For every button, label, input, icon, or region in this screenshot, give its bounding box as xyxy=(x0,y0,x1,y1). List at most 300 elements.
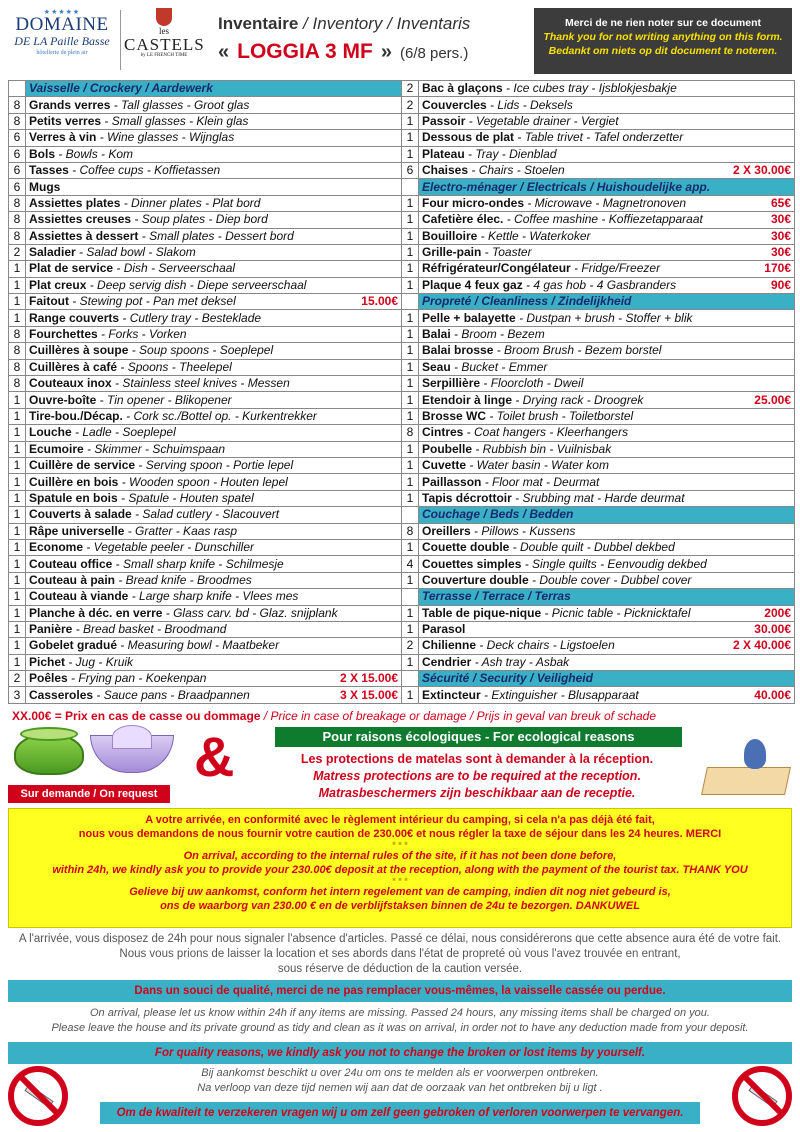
table-row xyxy=(9,294,795,310)
item-cell xyxy=(26,638,402,654)
table-row xyxy=(9,507,795,523)
item-cell xyxy=(26,605,402,621)
item-cell xyxy=(26,162,402,178)
item-name: Assiettes à dessert xyxy=(29,228,139,243)
item-price: 170€ xyxy=(764,261,791,276)
item-translation: - Microwave - Magnetronoven xyxy=(524,195,687,210)
item-name: Poêles xyxy=(29,671,68,686)
item-price: 2 X 40.00€ xyxy=(732,638,791,653)
item-quantity: 6 xyxy=(9,179,26,195)
item-cell xyxy=(419,457,795,473)
item-name: Four micro-ondes xyxy=(422,195,525,210)
item-cell xyxy=(419,277,795,293)
item-name: Parasol xyxy=(422,622,466,637)
item-quantity: 3 xyxy=(9,687,26,703)
item-quantity: 1 xyxy=(9,310,26,326)
table-row xyxy=(9,556,795,572)
table-row xyxy=(9,179,795,195)
item-translation: - Tray - Dienblad xyxy=(464,146,557,161)
item-name: Panière xyxy=(29,622,73,637)
item-quantity: 1 xyxy=(9,556,26,572)
item-translation: - Wine glasses - Wijnglas xyxy=(96,130,235,145)
item-cell xyxy=(419,687,795,703)
item-quantity: 1 xyxy=(402,441,419,457)
item-translation: - Stewing pot - Pan met deksel xyxy=(69,294,236,309)
item-name: Table de pique-nique xyxy=(422,605,542,620)
item-price: 200€ xyxy=(764,605,791,620)
item-name: Poubelle xyxy=(422,441,473,456)
item-translation: - Lids - Deksels xyxy=(486,97,573,112)
accommodation-name: LOGGIA 3 MF xyxy=(237,40,373,63)
table-row xyxy=(9,228,795,244)
item-quantity: 8 xyxy=(9,359,26,375)
item-cell xyxy=(26,359,402,375)
item-quantity: 8 xyxy=(9,326,26,342)
table-row xyxy=(9,310,795,326)
item-price: 65€ xyxy=(770,195,791,210)
item-quantity: 1 xyxy=(402,408,419,424)
item-quantity: 1 xyxy=(9,621,26,637)
item-cell xyxy=(419,195,795,211)
item-name: Couettes simples xyxy=(422,556,522,571)
item-translation: - Small sharp knife - Schilmesje xyxy=(112,556,284,571)
item-translation: - Vegetable peeler - Dunschiller xyxy=(83,540,254,555)
item-name: Bols xyxy=(29,146,56,161)
item-name: Faitout xyxy=(29,294,69,309)
ecological-reasons-banner: Pour raisons écologiques - For ecological reasons xyxy=(275,727,682,747)
item-translation: - Floorcloth - Dweil xyxy=(480,376,584,391)
item-quantity: 1 xyxy=(402,130,419,146)
item-cell xyxy=(26,654,402,670)
item-translation: - Dustpan + brush - Stoffer + blik xyxy=(515,310,693,325)
item-name: Chaises xyxy=(422,163,469,178)
item-cell xyxy=(26,671,402,687)
item-translation: - Table trivet - Tafel onderzetter xyxy=(514,130,684,145)
item-cell xyxy=(419,605,795,621)
item-translation: - Ice cubes tray - Ijsblokjesbakje xyxy=(502,81,677,96)
item-quantity: 1 xyxy=(402,212,419,228)
item-name: Gobelet gradué xyxy=(29,638,118,653)
item-quantity: 2 xyxy=(9,671,26,687)
item-cell xyxy=(26,392,402,408)
item-cell xyxy=(419,343,795,359)
item-translation: - Bucket - Emmer xyxy=(450,359,548,374)
table-row xyxy=(9,671,795,687)
table-row xyxy=(9,359,795,375)
item-price: 25.00€ xyxy=(754,392,791,407)
item-cell xyxy=(26,195,402,211)
item-cell xyxy=(26,244,402,260)
item-quantity: 1 xyxy=(402,687,419,703)
item-name: Cafetière élec. xyxy=(422,212,504,227)
item-cell xyxy=(26,261,402,277)
arrival-text-en: On arrival, please let us know within 24h if any items are missing. Passed 24 hours, any missing items shall be charged on you. Please leave the house and its private ground as tidy and clean as it was on arrival, in order not to have any deduction made from your deposit. xyxy=(51,1007,749,1034)
table-row xyxy=(9,457,795,473)
item-quantity: 8 xyxy=(9,212,26,228)
item-name: Mugs xyxy=(29,179,61,194)
item-name: Ouvre-boîte xyxy=(29,392,97,407)
item-translation: - Pillows - Kussens xyxy=(470,523,576,538)
item-cell xyxy=(419,539,795,555)
item-name: Tasses xyxy=(29,163,69,178)
item-translation: - Picnic table - Picknicktafel xyxy=(541,605,691,620)
item-name: Serpillière xyxy=(422,376,481,391)
item-name: Tapis décrottoir xyxy=(422,490,512,505)
item-translation: - Bowls - Kom xyxy=(55,146,134,161)
item-quantity: 8 xyxy=(402,523,419,539)
item-translation: - Cutlery tray - Besteklade xyxy=(119,310,262,325)
item-cell xyxy=(26,474,402,490)
item-price: 30€ xyxy=(770,212,791,227)
item-translation: - Spoons - Theelepel xyxy=(117,359,232,374)
section-header: Propreté / Cleanliness / Zindelijkheid xyxy=(419,294,795,310)
item-cell xyxy=(419,212,795,228)
item-quantity: 8 xyxy=(9,376,26,392)
item-translation: - Vegetable drainer - Vergiet xyxy=(465,113,619,128)
item-name: Planche à déc. en verre xyxy=(29,605,163,620)
item-cell xyxy=(26,97,402,113)
item-translation: - Dinner plates - Plat bord xyxy=(120,195,261,210)
item-translation: - 4 gas hob - 4 Gasbranders xyxy=(522,277,677,292)
item-quantity: 6 xyxy=(9,146,26,162)
item-name: Cuvette xyxy=(422,458,467,473)
item-quantity: 8 xyxy=(9,113,26,129)
item-translation: - Forks - Vorken xyxy=(97,327,187,342)
item-quantity: 1 xyxy=(402,277,419,293)
logo-divider xyxy=(120,10,121,70)
item-translation: - Extinguisher - Blusapparaat xyxy=(480,687,639,702)
item-name: Grands verres xyxy=(29,97,111,112)
table-row xyxy=(9,687,795,703)
item-translation: - Large sharp knife - Vlees mes xyxy=(128,589,299,604)
item-quantity: 6 xyxy=(9,162,26,178)
item-translation: - Toilet brush - Toiletborstel xyxy=(486,409,634,423)
item-name: Etendoir à linge xyxy=(422,392,513,407)
item-cell xyxy=(26,425,402,441)
item-translation: - Single quilts - Eenvoudig dekbed xyxy=(521,556,707,571)
item-name: Cuillère en bois xyxy=(29,474,119,489)
item-price: 30€ xyxy=(770,228,791,243)
table-row xyxy=(9,113,795,129)
item-name: Spatule en bois xyxy=(29,490,118,505)
no-smoking-icon xyxy=(732,1066,792,1126)
item-quantity: 2 xyxy=(402,638,419,654)
item-name: Bac à glaçons xyxy=(422,81,503,96)
price-legend: XX.00€ = Prix en cas de casse ou dommage / Price in case of breakage or damage / Prijs in geval van breuk of schade xyxy=(12,709,657,723)
item-quantity xyxy=(402,179,419,195)
item-quantity: 8 xyxy=(9,195,26,211)
mattress-protection-text: Les protections de matelas sont à demander à la réception. Matress protections are to be required at the reception. Matrasbeschermers zijn beschikbaar aan de receptie. xyxy=(300,752,654,800)
item-cell xyxy=(419,228,795,244)
table-row xyxy=(9,490,795,506)
table-row xyxy=(9,621,795,637)
item-cell xyxy=(419,441,795,457)
item-name: Brosse WC xyxy=(422,409,487,423)
inventory-table xyxy=(8,80,795,704)
item-cell xyxy=(26,179,402,195)
table-row xyxy=(9,425,795,441)
item-quantity: 1 xyxy=(9,589,26,605)
item-quantity: 1 xyxy=(9,523,26,539)
item-price: 30.00€ xyxy=(754,622,791,637)
item-quantity: 1 xyxy=(9,572,26,588)
item-cell xyxy=(419,556,795,572)
table-row xyxy=(9,605,795,621)
mattress-icon xyxy=(700,739,792,799)
header xyxy=(0,0,800,80)
item-price: 2 X 15.00€ xyxy=(339,671,398,686)
juicer-cone-icon xyxy=(112,725,152,749)
item-quantity xyxy=(402,671,419,687)
item-name: Chilienne xyxy=(422,638,477,653)
item-quantity: 1 xyxy=(9,425,26,441)
item-cell xyxy=(419,638,795,654)
item-cell xyxy=(26,490,402,506)
quality-banner-nl: Om de kwaliteit te verzekeren vragen wij u om zelf geen gebroken of verloren voorwerpen te vervangen. xyxy=(100,1102,700,1124)
item-name: Cintres xyxy=(422,425,464,440)
item-name: Ecumoire xyxy=(29,441,84,456)
item-translation: - Tall glasses - Groot glas xyxy=(110,97,250,112)
item-name: Plateau xyxy=(422,146,465,161)
item-cell xyxy=(26,687,402,703)
item-quantity: 1 xyxy=(9,490,26,506)
item-cell xyxy=(419,359,795,375)
item-cell xyxy=(26,146,402,162)
item-translation: - Floor mat - Deurmat xyxy=(481,474,600,489)
item-quantity: 1 xyxy=(402,474,419,490)
item-name: Couette double xyxy=(422,540,510,555)
item-name: Plaque 4 feux gaz xyxy=(422,277,523,292)
item-cell xyxy=(419,261,795,277)
item-price: 40.00€ xyxy=(754,687,791,702)
item-quantity: 1 xyxy=(402,228,419,244)
salad-spinner-lid-icon xyxy=(20,727,78,741)
deposit-en-2: within 24h, we kindly ask you to provide your 230.00€ deposit at the reception, along with the payment of the tourist tax. THANK YOU xyxy=(52,864,748,876)
item-cell xyxy=(26,589,402,605)
item-cell xyxy=(419,621,795,637)
item-name: Couverture double xyxy=(422,572,529,587)
item-translation: - Measuring bowl - Maatbeker xyxy=(117,638,280,653)
item-cell xyxy=(26,277,402,293)
table-row xyxy=(9,474,795,490)
item-cell xyxy=(26,408,402,424)
item-translation: - Ash tray - Asbak xyxy=(471,654,570,669)
item-quantity: 8 xyxy=(9,97,26,113)
item-translation: - Broom Brush - Bezem borstel xyxy=(493,343,662,358)
item-cell xyxy=(26,621,402,637)
item-translation: - Kettle - Waterkoker xyxy=(477,228,591,243)
item-name: Paillasson xyxy=(422,474,482,489)
item-name: Plat de service xyxy=(29,261,114,276)
item-cell xyxy=(419,474,795,490)
item-translation: - Small glasses - Klein glas xyxy=(101,113,249,128)
item-name: Range couverts xyxy=(29,310,120,325)
section-header: Vaisselle / Crockery / Aardewerk xyxy=(26,81,402,97)
deposit-nl-2: ons de waarborg van 230.00 € en de verblijfstaksen binnen de 24u te bezorgen. DANKUWEL xyxy=(160,900,640,912)
item-quantity: 2 xyxy=(402,97,419,113)
item-name: Petits verres xyxy=(29,113,102,128)
item-name: Extincteur xyxy=(422,687,481,702)
eco-section xyxy=(0,725,800,805)
item-cell xyxy=(419,113,795,129)
table-row xyxy=(9,81,795,97)
item-price: 15.00€ xyxy=(361,294,398,309)
item-translation: - Double quilt - Dubbel dekbed xyxy=(509,540,675,555)
item-quantity: 1 xyxy=(9,294,26,310)
item-cell xyxy=(419,97,795,113)
item-name: Cuillères à soupe xyxy=(29,343,129,358)
quality-banner-fr: Dans un souci de qualité, merci de ne pas remplacer vous-mêmes, la vaisselle cassée ou perdue. xyxy=(8,980,792,1002)
item-cell xyxy=(419,244,795,260)
item-cell xyxy=(419,490,795,506)
item-quantity: 1 xyxy=(402,113,419,129)
item-name: Couteau à viande xyxy=(29,589,129,604)
item-quantity xyxy=(402,589,419,605)
item-quantity: 8 xyxy=(9,343,26,359)
item-cell xyxy=(26,326,402,342)
item-translation: - Broom - Bezem xyxy=(450,327,545,342)
item-translation: - Wooden spoon - Houten lepel xyxy=(118,474,288,489)
table-row xyxy=(9,244,795,260)
item-cell xyxy=(26,228,402,244)
item-price: 3 X 15.00€ xyxy=(339,687,398,702)
item-name: Verres à vin xyxy=(29,130,97,145)
item-translation: - Salad cutlery - Slacouvert xyxy=(131,507,280,522)
item-name: Grille-pain xyxy=(422,245,482,260)
item-cell xyxy=(26,294,402,310)
item-quantity: 2 xyxy=(9,244,26,260)
item-translation: - Deep servig dish - Diepe serveerschaal xyxy=(86,277,307,292)
page-title: Inventaire / Inventory / Inventaris « LOGGIA 3 MF » (6/8 pers.) xyxy=(218,14,471,63)
item-name: Tire-bou./Décap. xyxy=(29,409,123,423)
item-quantity: 1 xyxy=(402,195,419,211)
arrival-text-nl: Bij aankomst beschikt u over 24u om ons te melden als er voorwerpen ontbreken. Na verloop van deze tijd nemen wij aan dat de oorzaak van het ontbreken bij u ligt . xyxy=(197,1067,603,1094)
item-quantity xyxy=(402,507,419,523)
item-cell xyxy=(26,507,402,523)
item-quantity: 1 xyxy=(9,539,26,555)
item-quantity: 1 xyxy=(9,638,26,654)
table-row xyxy=(9,539,795,555)
item-quantity: 1 xyxy=(402,539,419,555)
item-name: Réfrigérateur/Congélateur xyxy=(422,261,571,276)
item-translation: - Small plates - Dessert bord xyxy=(138,228,294,243)
item-translation: - Cork sc./Bottel op. - Kurkentrekker xyxy=(122,409,317,423)
table-row xyxy=(9,162,795,178)
item-quantity: 1 xyxy=(402,343,419,359)
table-row xyxy=(9,130,795,146)
item-quantity: 1 xyxy=(402,605,419,621)
item-quantity: 1 xyxy=(402,392,419,408)
item-quantity: 1 xyxy=(402,261,419,277)
item-name: Couteau à pain xyxy=(29,572,116,587)
item-translation: - Double cover - Dubbel cover xyxy=(528,572,692,587)
item-name: Assiettes plates xyxy=(29,195,121,210)
item-quantity: 8 xyxy=(402,425,419,441)
item-name: Passoir xyxy=(422,113,466,128)
item-name: Plat creux xyxy=(29,277,87,292)
item-cell xyxy=(419,162,795,178)
item-cell xyxy=(419,425,795,441)
item-translation: - Coffee mashine - Koffiezetapparaat xyxy=(503,212,703,227)
item-cell xyxy=(26,523,402,539)
item-cell xyxy=(26,310,402,326)
item-quantity: 1 xyxy=(9,261,26,277)
item-quantity: 1 xyxy=(9,457,26,473)
section-header: Sécurité / Security / Veiligheid xyxy=(419,671,795,687)
item-name: Saladier xyxy=(29,245,76,260)
item-quantity: 1 xyxy=(402,621,419,637)
item-translation: - Skimmer - Schuimspaan xyxy=(83,441,226,456)
item-price: 90€ xyxy=(770,277,791,292)
item-quantity xyxy=(9,81,26,97)
item-quantity: 1 xyxy=(9,408,26,424)
table-row xyxy=(9,212,795,228)
item-translation: - Bread knife - Broodmes xyxy=(115,572,252,587)
item-cell xyxy=(26,556,402,572)
item-cell xyxy=(26,113,402,129)
item-quantity: 1 xyxy=(9,392,26,408)
table-row xyxy=(9,392,795,408)
table-row xyxy=(9,261,795,277)
item-quantity: 1 xyxy=(402,326,419,342)
table-row xyxy=(9,523,795,539)
item-cell xyxy=(419,81,795,97)
table-row xyxy=(9,441,795,457)
item-quantity: 1 xyxy=(402,457,419,473)
item-translation: - Serving spoon - Portie lepel xyxy=(135,458,294,473)
item-cell xyxy=(419,146,795,162)
item-translation: - Bread basket - Broodmand xyxy=(72,622,227,637)
item-quantity: 1 xyxy=(402,359,419,375)
item-name: Couvercles xyxy=(422,97,487,112)
capacity: (6/8 pers.) xyxy=(399,45,469,62)
quality-banner-en: For quality reasons, we kindly ask you not to change the broken or lost items by yourself. xyxy=(8,1042,792,1064)
section-header: Electro-ménager / Electricals / Huishoudelijke app. xyxy=(419,179,795,195)
item-name: Assiettes creuses xyxy=(29,212,132,227)
item-cell xyxy=(26,572,402,588)
deposit-notice: A votre arrivée, en conformité avec le règlement intérieur du camping, si cela n'a pas déjà été fait, nous vous demandons de nous fournir votre caution de 230.00€ et nous régler la taxe de séjour dans les 24 heures. MERCI * * * On arrival, according to the internal rules of the site, if it has not been done before, within 24h, we kindly ask you to provide your 230.00€ deposit at the reception, along with the payment of the tourist tax. THANK YOU * * * Gelieve bij uw aankomst, conform het intern regelement van de camping, indien dit nog niet gebeurd is, ons de waarborg van 230.00 € en de verblijfstaksen binnen de 24u te bezorgen. DANKUWEL xyxy=(8,808,792,928)
item-translation: - Frying pan - Koekenpan xyxy=(67,671,207,686)
deposit-fr-1: A votre arrivée, en conformité avec le règlement intérieur du camping, si cela n'a pas déjà été fait, xyxy=(145,814,655,826)
section-header: Couchage / Beds / Bedden xyxy=(419,507,795,523)
item-cell xyxy=(26,539,402,555)
item-price: 2 X 30.00€ xyxy=(732,163,791,178)
item-cell xyxy=(419,376,795,392)
item-cell xyxy=(26,376,402,392)
item-name: Pelle + balayette xyxy=(422,310,516,325)
ampersand: & xyxy=(194,725,235,788)
item-quantity: 1 xyxy=(402,490,419,506)
item-translation: - Tin opener - Blikopener xyxy=(96,392,232,407)
item-cell xyxy=(419,523,795,539)
item-translation: - Water basin - Water kom xyxy=(466,458,609,473)
item-cell xyxy=(26,441,402,457)
item-quantity: 1 xyxy=(402,310,419,326)
item-translation: - Srubbing mat - Harde deurmat xyxy=(511,490,685,505)
item-translation: - Fridge/Freezer xyxy=(570,261,661,276)
item-cell xyxy=(419,572,795,588)
item-price: 30€ xyxy=(770,245,791,260)
table-row xyxy=(9,376,795,392)
item-translation: - Deck chairs - Ligstoelen xyxy=(476,638,615,653)
table-row xyxy=(9,572,795,588)
section-header: Terrasse / Terrace / Terras xyxy=(419,589,795,605)
item-quantity: 2 xyxy=(402,81,419,97)
deposit-nl-1: Gelieve bij uw aankomst, conform het intern regelement van de camping, indien dit nog niet gebeurd is, xyxy=(129,886,671,898)
item-translation: - Drying rack - Droogrek xyxy=(512,392,644,407)
item-translation: - Coat hangers - Kleerhangers xyxy=(463,425,629,440)
item-translation: - Toaster xyxy=(481,245,532,260)
